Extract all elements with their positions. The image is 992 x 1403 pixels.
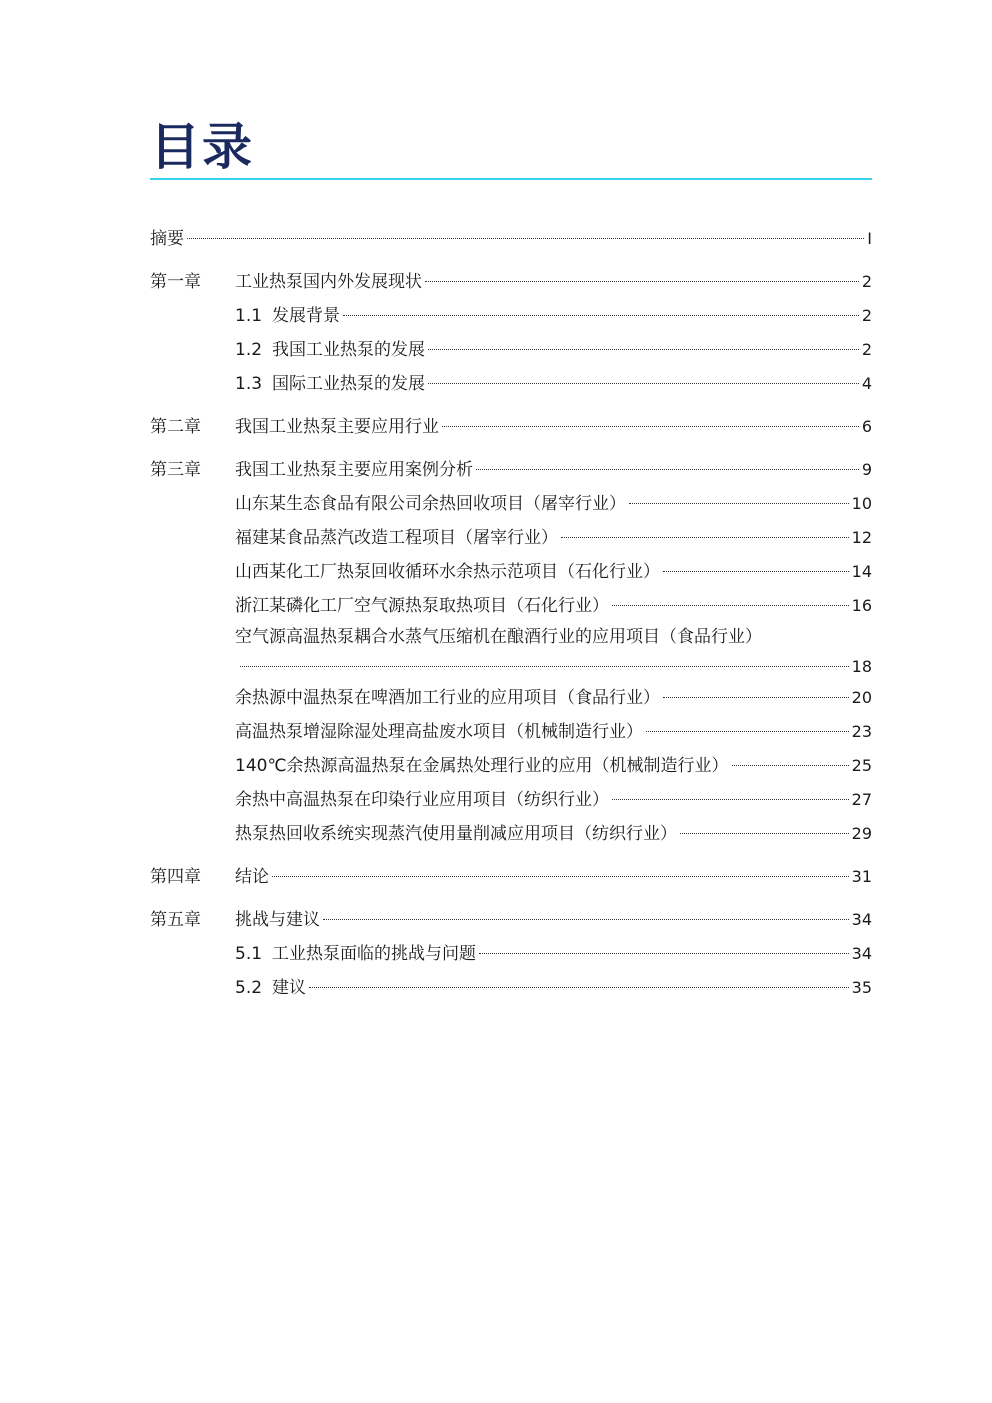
toc-entry-case-8[interactable] bbox=[150, 749, 872, 783]
dot-leader bbox=[309, 987, 849, 988]
table-of-contents bbox=[150, 222, 872, 1005]
toc-page-number: 2 bbox=[861, 306, 872, 325]
dot-leader bbox=[663, 571, 849, 572]
toc-entry-abstract[interactable] bbox=[150, 222, 872, 256]
dot-leader bbox=[272, 876, 849, 877]
toc-page-number: 4 bbox=[861, 374, 872, 393]
toc-page-number: 31 bbox=[851, 867, 872, 886]
toc-page-number: 29 bbox=[851, 824, 872, 843]
section-number: 5.1 bbox=[235, 944, 263, 964]
toc-entry-chapter-1[interactable] bbox=[150, 265, 872, 299]
dot-leader bbox=[187, 238, 864, 239]
toc-entry-title: 工业热泵国内外发展现状 bbox=[235, 272, 422, 292]
dot-leader bbox=[479, 953, 849, 954]
chapter-number: 第五章 bbox=[150, 910, 201, 930]
section-number: 1.3 bbox=[235, 374, 263, 394]
toc-entry-title: 发展背景 bbox=[272, 306, 341, 326]
toc-entry-title: 山东某生态食品有限公司余热回收项目（屠宰行业） bbox=[235, 494, 626, 514]
toc-entry-section-5-2[interactable] bbox=[150, 971, 872, 1005]
toc-page-number: 6 bbox=[861, 417, 872, 436]
chapter-number: 第二章 bbox=[150, 417, 201, 437]
dot-leader bbox=[323, 919, 849, 920]
toc-entry-chapter-2[interactable] bbox=[150, 410, 872, 444]
page-title: 目录 bbox=[150, 118, 254, 176]
dot-leader bbox=[680, 833, 849, 834]
toc-entry-title: 我国工业热泵的发展 bbox=[272, 340, 426, 360]
toc-page-number: 2 bbox=[861, 272, 872, 291]
section-number: 1.2 bbox=[235, 340, 263, 360]
toc-entry-title: 挑战与建议 bbox=[235, 910, 320, 930]
toc-page-number: 34 bbox=[851, 944, 872, 963]
dot-leader bbox=[561, 537, 849, 538]
toc-entry-section-1-1[interactable] bbox=[150, 299, 872, 333]
toc-entry-section-1-3[interactable] bbox=[150, 367, 872, 401]
chapter-number: 第三章 bbox=[150, 460, 201, 480]
toc-page-number: 2 bbox=[861, 340, 872, 359]
toc-page-number: 9 bbox=[861, 460, 872, 479]
toc-entry-chapter-3[interactable] bbox=[150, 453, 872, 487]
toc-entry-title: 余热中高温热泵在印染行业应用项目（纺织行业） bbox=[235, 790, 609, 810]
toc-entry-title: 福建某食品蒸汽改造工程项目（屠宰行业） bbox=[235, 528, 558, 548]
toc-page-number: 23 bbox=[851, 722, 872, 741]
toc-entry-case-9[interactable] bbox=[150, 783, 872, 817]
toc-page-number: 12 bbox=[851, 528, 872, 547]
toc-page-number: 20 bbox=[851, 688, 872, 707]
dot-leader bbox=[612, 605, 849, 606]
dot-leader bbox=[343, 315, 859, 316]
toc-entry-title: 工业热泵面临的挑战与问题 bbox=[272, 944, 477, 964]
toc-entry-case-1[interactable] bbox=[150, 487, 872, 521]
toc-entry-title: 我国工业热泵主要应用案例分析 bbox=[235, 460, 473, 480]
toc-entry-continuation bbox=[235, 652, 872, 681]
toc-entry-case-6[interactable] bbox=[150, 681, 872, 715]
dot-leader bbox=[428, 383, 859, 384]
dot-leader bbox=[240, 666, 849, 667]
toc-page-number: 35 bbox=[851, 978, 872, 997]
toc-entry-case-5[interactable] bbox=[150, 623, 872, 681]
toc-entry-title: 我国工业热泵主要应用行业 bbox=[235, 417, 439, 437]
toc-entry-case-7[interactable] bbox=[150, 715, 872, 749]
section-number: 1.1 bbox=[235, 306, 263, 326]
toc-entry-case-10[interactable] bbox=[150, 817, 872, 851]
toc-entry-title: 国际工业热泵的发展 bbox=[272, 374, 426, 394]
toc-page-number: 10 bbox=[851, 494, 872, 513]
section-number: 5.2 bbox=[235, 978, 263, 998]
toc-entry-section-1-2[interactable] bbox=[150, 333, 872, 367]
toc-entry-title: 140℃余热源高温热泵在金属热处理行业的应用（机械制造行业） bbox=[235, 756, 729, 776]
toc-entry-title: 建议 bbox=[272, 978, 307, 998]
toc-entry-title: 余热源中温热泵在啤酒加工行业的应用项目（食品行业） bbox=[235, 688, 660, 708]
toc-page-number: 25 bbox=[851, 756, 872, 775]
toc-entry-case-2[interactable] bbox=[150, 521, 872, 555]
toc-entry-chapter-4[interactable] bbox=[150, 860, 872, 894]
dot-leader bbox=[663, 697, 849, 698]
dot-leader bbox=[425, 281, 859, 282]
toc-page-number: 16 bbox=[851, 596, 872, 615]
toc-entry-title: 摘要 bbox=[150, 229, 184, 249]
toc-page-number: I bbox=[867, 229, 872, 248]
toc-entry-chapter-5[interactable] bbox=[150, 903, 872, 937]
dot-leader bbox=[612, 799, 849, 800]
dot-leader bbox=[442, 426, 859, 427]
dot-leader bbox=[629, 503, 849, 504]
toc-entry-title: 热泵热回收系统实现蒸汽使用量削减应用项目（纺织行业） bbox=[235, 824, 677, 844]
toc-page-number: 34 bbox=[851, 910, 872, 929]
toc-entry-section-5-1[interactable] bbox=[150, 937, 872, 971]
dot-leader bbox=[428, 349, 859, 350]
title-underline bbox=[150, 178, 872, 180]
toc-entry-title: 浙江某磷化工厂空气源热泵取热项目（石化行业） bbox=[235, 596, 609, 616]
toc-entry-title: 空气源高温热泵耦合水蒸气压缩机在酿酒行业的应用项目（食品行业） bbox=[235, 627, 762, 647]
dot-leader bbox=[646, 731, 849, 732]
dot-leader bbox=[732, 765, 849, 766]
toc-entry-title: 结论 bbox=[235, 867, 269, 887]
dot-leader bbox=[476, 469, 859, 470]
chapter-number: 第四章 bbox=[150, 867, 201, 887]
toc-entry-case-3[interactable] bbox=[150, 555, 872, 589]
chapter-number: 第一章 bbox=[150, 272, 201, 292]
toc-entry-title: 高温热泵增湿除湿处理高盐废水项目（机械制造行业） bbox=[235, 722, 643, 742]
toc-entry-case-4[interactable] bbox=[150, 589, 872, 623]
toc-page-number: 18 bbox=[851, 657, 872, 676]
toc-entry-title: 山西某化工厂热泵回收循环水余热示范项目（石化行业） bbox=[235, 562, 660, 582]
toc-page-number: 27 bbox=[851, 790, 872, 809]
toc-page-number: 14 bbox=[851, 562, 872, 581]
